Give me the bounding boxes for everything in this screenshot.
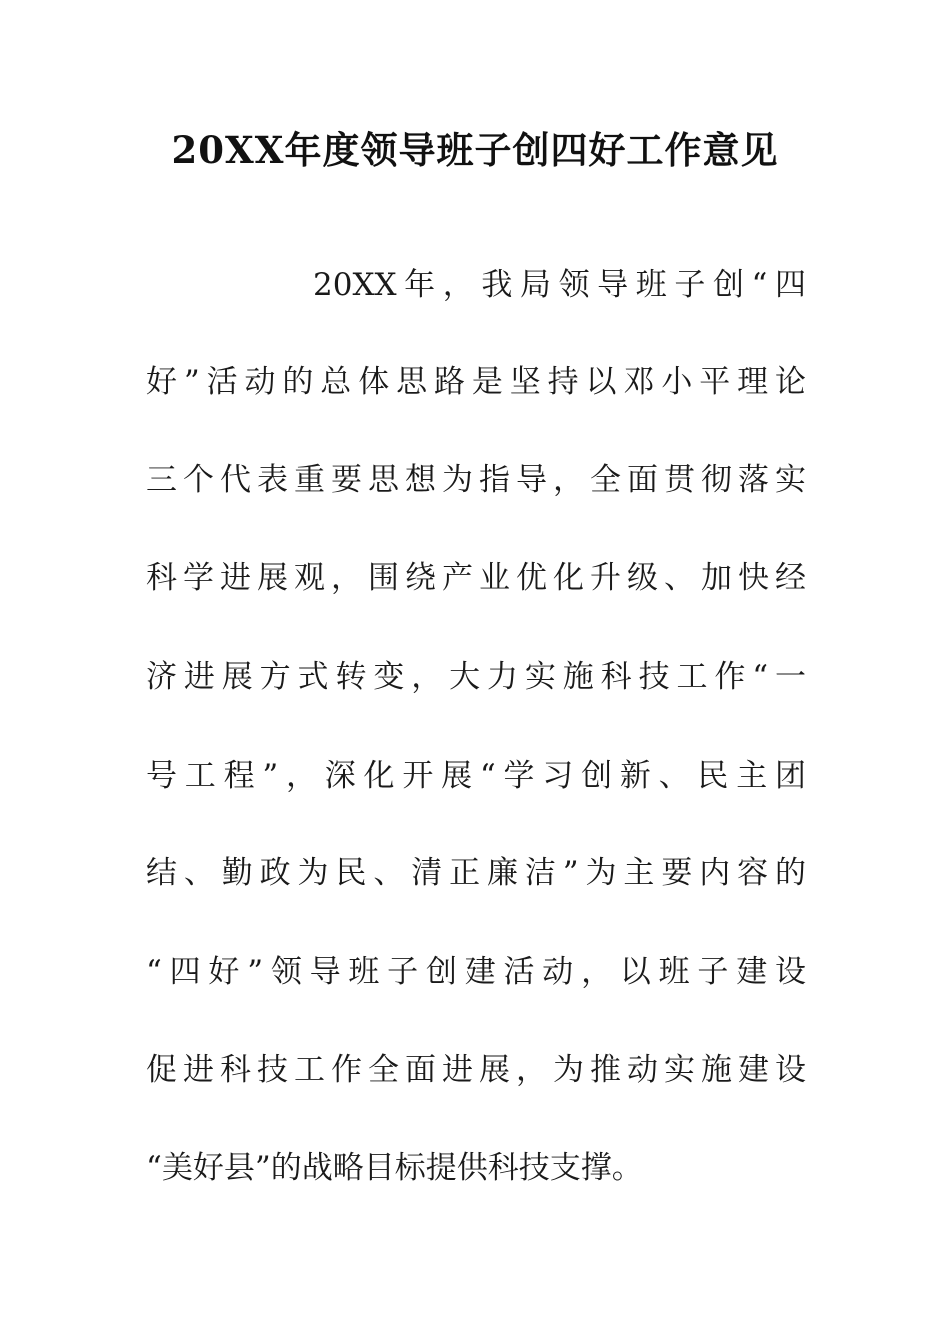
- document-title: 20XX年度领导班子创四好工作意见: [171, 128, 779, 172]
- paragraph-line: 结、勤政为民、清正廉洁”为主要内容的: [146, 855, 806, 891]
- paragraph-line: 科学进展观，围绕产业优化升级、加快经: [146, 560, 806, 596]
- paragraph-line: 促进科技工作全面进展，为推动实施建设: [146, 1052, 806, 1088]
- paragraph-line: “四好”领导班子创建活动，以班子建设: [146, 954, 806, 990]
- paragraph-line: 济进展方式转变，大力实施科技工作“一: [146, 659, 806, 695]
- paragraph-line: 好”活动的总体思路是坚持以邓小平理论: [146, 364, 806, 400]
- paragraph-line: “美好县”的战略目标提供科技支撑。: [146, 1150, 643, 1186]
- paragraph-line: 20XX年，我局领导班子创“四: [313, 267, 806, 303]
- paragraph-line: 号工程”，深化开展“学习创新、民主团: [146, 758, 806, 794]
- paragraph-line: 三个代表重要思想为指导，全面贯彻落实: [146, 462, 806, 498]
